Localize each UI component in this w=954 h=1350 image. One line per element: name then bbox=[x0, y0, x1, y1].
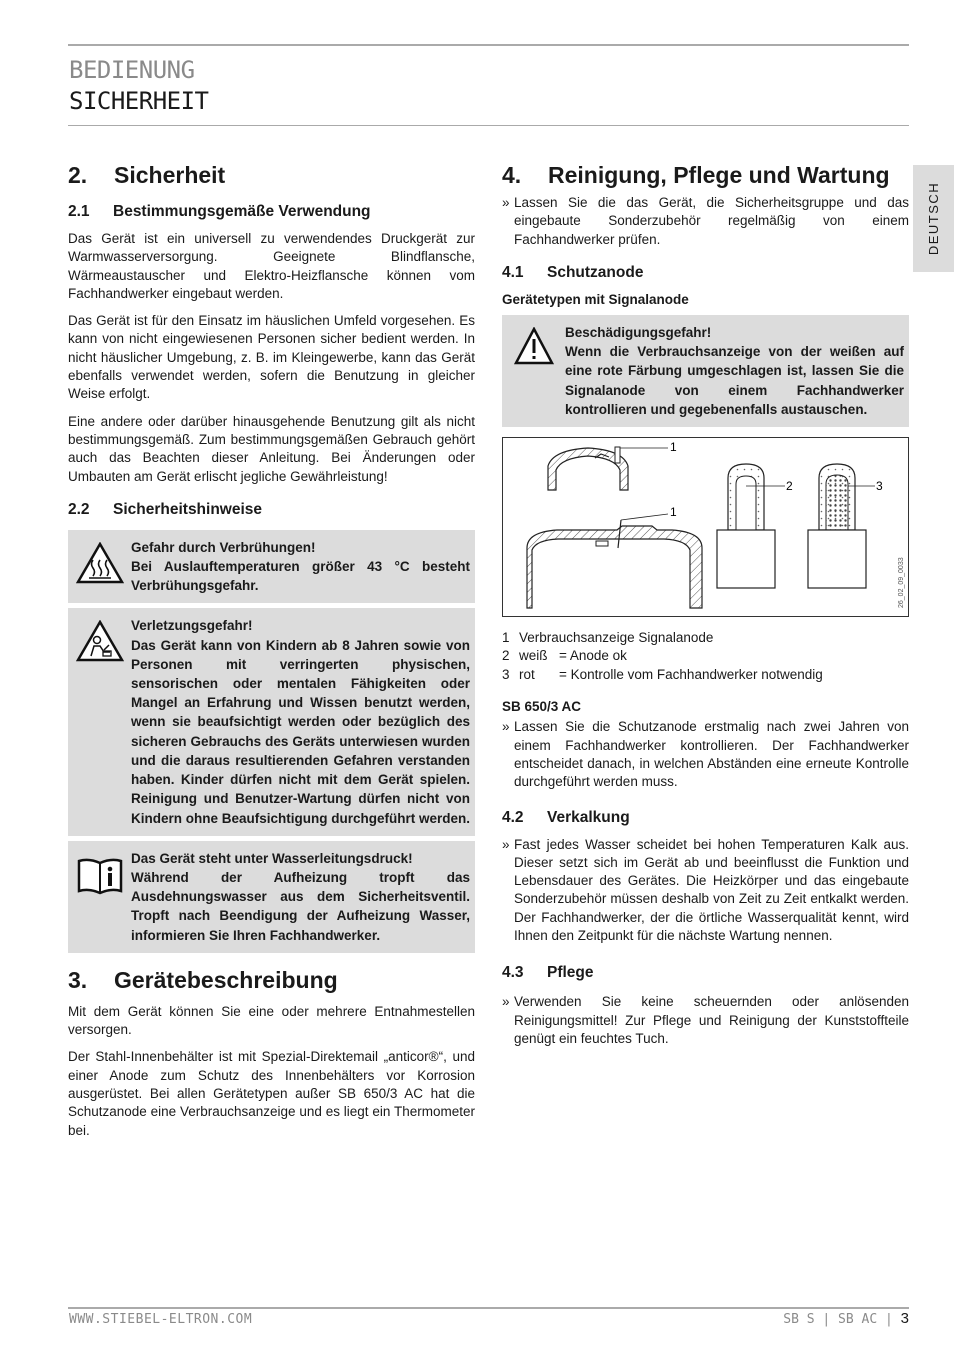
list-item: » Lassen Sie die Schutzanode erstmalig nach zwei Jahren von einem Fachhandwerker kontrollieren. Der Fachhandwerker entscheidet danach, in welchen Abständen eine erneute Kontrolle durchgeführt werden muss. bbox=[502, 719, 909, 790]
section-4-2-heading: 4.2 Verkalkung bbox=[502, 808, 630, 826]
child-warning-icon bbox=[68, 616, 131, 827]
anode-diagram bbox=[503, 438, 908, 614]
right-column bbox=[502, 160, 909, 1057]
language-tab: DEUTSCH bbox=[913, 165, 954, 272]
legend-row: 2 weiß = Anode ok bbox=[502, 648, 627, 664]
footer-page-info: SB S | SB AC | 3 bbox=[783, 1310, 909, 1327]
header-bottom-rule bbox=[68, 125, 909, 126]
warning-triangle-icon bbox=[502, 323, 565, 419]
anode-figure bbox=[502, 437, 909, 617]
header-subsection: SICHERHEIT bbox=[69, 87, 209, 115]
svg-text:26_02_09_0033: 26_02_09_0033 bbox=[898, 557, 905, 608]
paragraph: Mit dem Gerät können Sie eine oder mehrere Entnahmestellen versorgen. bbox=[68, 1003, 475, 1038]
paragraph: Das Gerät ist für den Einsatz im häuslichen Umfeld vorgesehen. Es kann von nicht eingewiesenen Personen sicher bedient werden. In nicht häuslicher Umgebung, z. B. im Kleingewerbe, kann das Gerät ebenfalls verwendet werden, sofern die Benutzung in gleicher Weise erfolgt. bbox=[68, 313, 475, 402]
scald-warning-box: Gefahr durch Verbrühungen! Bei Auslauftemperaturen größer 43 °C besteht Verbrühungsgefahr. bbox=[68, 530, 475, 604]
footer-rule bbox=[68, 1307, 909, 1309]
injury-warning-box: Verletzungsgefahr! Das Gerät kann von Kindern ab 8 Jahren sowie von Personen mit verringerten physischen, sensorischen oder mentalen Fähigkeiten oder Mangel an Erfahrung und Wissen benutzt werden, wenn sie beaufsichtigt werden oder bezüglich des sicheren Gebrauchs des Geräts unterwiesen wurden und die daraus resultierenden Gefahren verstanden haben. Kinder dürfen nicht mit dem Gerät spielen. Reinigung und Benutzer-Wartung dürfen nicht von Kindern ohne Beaufsichtigung durchgeführt werden. bbox=[68, 608, 475, 835]
section-2-2-heading: 2.2 Sicherheitshinweise bbox=[68, 500, 263, 518]
manual-info-icon bbox=[68, 849, 131, 945]
page-number: 3 bbox=[900, 1310, 909, 1327]
header-top-rule bbox=[68, 44, 909, 46]
damage-warning-box: Beschädigungsgefahr! Wenn die Verbrauchsanzeige von der weißen auf eine rote Färbung umgeschlagen ist, lassen Sie die Signalanode von einem Fachhandwerker kontrollieren und gegebenenfalls austauschen. bbox=[502, 315, 909, 427]
paragraph: Eine andere oder darüber hinausgehende Benutzung gilt als nicht bestimmungsgemäß. Zum bestimmungsgemäßen Gebrauch gehört auch das Beachten dieser Anleitung. Bei Änderungen oder Umbauten am Gerät erlischt jegliche Gewährleistung! bbox=[68, 413, 475, 484]
subheading: Gerätetypen mit Signalanode bbox=[502, 291, 689, 307]
list-item: » Verwenden Sie keine scheuernden oder anlösenden Reinigungsmittel! Zur Pflege und Reinigung der Kunststoffteile genügt ein feuchtes Tuch. bbox=[502, 994, 909, 1046]
paragraph: Der Stahl-Innenbehälter ist mit Spezial-Direktemail „anticor®“, und einer Anode zum Schutz des Innenbehälters vor Korrosion ausgerüstet. Bei allen Gerätetypen außer SB 650/3 AC hat die Schutzanode eine Verbrauchsanzeige und es liegt ein Thermometer bei. bbox=[68, 1049, 475, 1138]
left-column bbox=[68, 160, 475, 1149]
list-item: » Fast jedes Wasser scheidet bei hohen Temperaturen Kalk aus. Dieser setzt sich im Gerät ab und beeinflusst die Funktion und Lebensdauer des Gerätes. Die Heizkörper und das eingebaute Sonderzubehör müssen deshalb von Zeit zu Zeit entkalkt werden. Der Fachhandwerker, der die örtliche Wasserqualität kennt, wird Ihnen den Zeitpunkt für die nächste Wartung nennen. bbox=[502, 836, 909, 944]
svg-text:3: 3 bbox=[876, 478, 883, 493]
hot-surface-warning-icon bbox=[68, 538, 131, 596]
section-4-3-heading: 4.3 Pflege bbox=[502, 964, 594, 982]
header-section: BEDIENUNG bbox=[69, 56, 195, 84]
section-2-heading: 2. Sicherheit bbox=[68, 162, 226, 188]
subheading: SB 650/3 AC bbox=[502, 699, 582, 715]
svg-text:1: 1 bbox=[670, 439, 677, 454]
section-2-1-heading: 2.1 Bestimmungsgemäße Verwendung bbox=[68, 203, 371, 220]
section-4-1-heading: 4.1 Schutzanode bbox=[502, 263, 644, 281]
svg-text:2: 2 bbox=[786, 478, 793, 493]
section-4-heading: 4. Reinigung, Pflege und Wartung bbox=[502, 162, 890, 188]
svg-text:1: 1 bbox=[670, 504, 677, 519]
legend-row: 3 rot = Kontrolle vom Fachhandwerker notwendig bbox=[502, 666, 823, 682]
figure-legend bbox=[502, 629, 909, 685]
section-3-heading: 3. Gerätebeschreibung bbox=[68, 966, 338, 993]
footer-url: WWW.STIEBEL-ELTRON.COM bbox=[69, 1312, 253, 1327]
paragraph: Das Gerät ist ein universell zu verwendendes Druckgerät zur Warmwasserversorgung. Geeignete Blindflansche, Wärmeaustauscher und Elektro-Heizflansche können vom Fachhandwerker eingebaut werden. bbox=[68, 231, 475, 301]
list-item: » Lassen Sie die das Gerät, die Sicherheitsgruppe und das eingebaute Sonderzubehör regelmäßig von einem Fachhandwerker prüfen. bbox=[502, 195, 909, 247]
legend-row: 1 Verbrauchsanzeige Signalanode bbox=[502, 629, 714, 645]
pressure-info-box: Das Gerät steht unter Wasserleitungsdruck! Während der Aufheizung tropft das Ausdehnungswasser aus dem Sicherheitsventil. Tropft nach Beendigung der Aufheizung Wasser, informieren Sie Ihren Fachhandwerker. bbox=[68, 841, 475, 953]
